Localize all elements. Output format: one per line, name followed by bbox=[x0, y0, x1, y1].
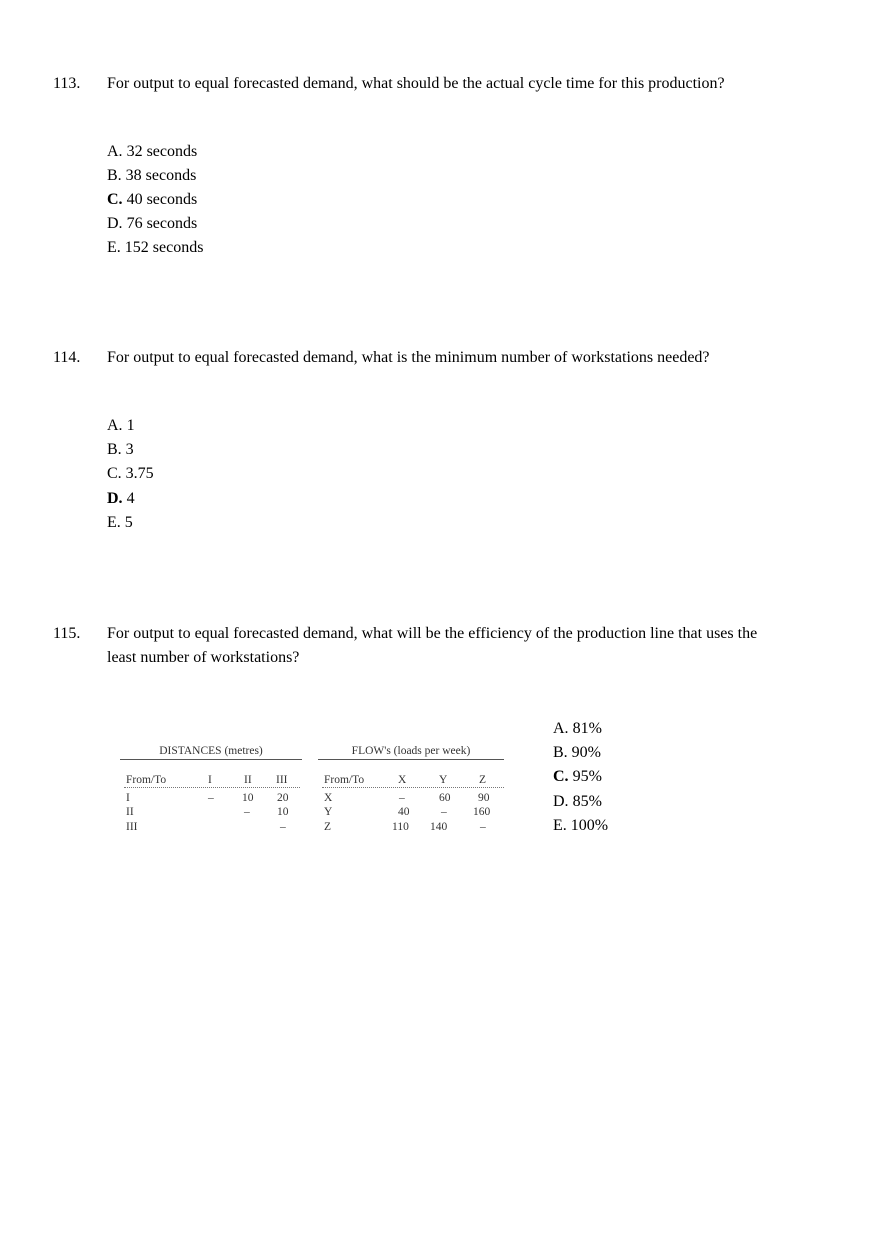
header-cell: I bbox=[208, 774, 212, 786]
cell: 10 bbox=[242, 792, 254, 804]
option: C. 3.75 bbox=[107, 465, 154, 482]
option-correct: D. 4 bbox=[107, 490, 135, 507]
option: D. 76 seconds bbox=[107, 215, 198, 232]
flows-title: FLOW's (loads per week) bbox=[351, 745, 471, 757]
question-number: 114. bbox=[53, 349, 81, 366]
cell: – bbox=[244, 806, 250, 818]
divider bbox=[318, 759, 504, 760]
option-correct: C. 40 seconds bbox=[107, 191, 198, 208]
header-cell: X bbox=[398, 774, 407, 786]
cell: 140 bbox=[430, 821, 448, 833]
cell: – bbox=[280, 821, 286, 833]
header-cell: III bbox=[276, 774, 288, 786]
option: A. 1 bbox=[107, 417, 135, 434]
header-cell: From/To bbox=[126, 774, 167, 786]
distances-table bbox=[120, 745, 302, 845]
cell: 40 bbox=[398, 806, 410, 818]
cell: 60 bbox=[439, 792, 451, 804]
question-number: 113. bbox=[53, 75, 81, 92]
option-correct: C. 95% bbox=[553, 768, 602, 785]
option: E. 152 seconds bbox=[107, 239, 204, 256]
cell: – bbox=[480, 821, 486, 833]
header-cell: From/To bbox=[324, 774, 365, 786]
question-number: 115. bbox=[53, 625, 81, 642]
header-cell: II bbox=[244, 774, 252, 786]
cell: 20 bbox=[277, 792, 289, 804]
row-label: Z bbox=[324, 821, 332, 833]
question-text: For output to equal forecasted demand, what should be the actual cycle time for this production? bbox=[107, 75, 725, 92]
header-cell: Z bbox=[479, 774, 487, 786]
header-cell: Y bbox=[439, 774, 448, 786]
cell: 90 bbox=[478, 792, 490, 804]
flows-table bbox=[318, 745, 504, 845]
cell: – bbox=[399, 792, 405, 804]
option: D. 85% bbox=[553, 793, 602, 810]
option: A. 81% bbox=[553, 720, 602, 737]
cell: – bbox=[441, 806, 447, 818]
option: B. 90% bbox=[553, 744, 601, 761]
distances-title: DISTANCES (metres) bbox=[159, 745, 263, 757]
divider bbox=[124, 787, 300, 788]
cell: – bbox=[208, 792, 214, 804]
cell: 160 bbox=[473, 806, 491, 818]
question-text-line2: least number of workstations? bbox=[107, 649, 300, 666]
option: E. 100% bbox=[553, 817, 609, 834]
row-label: Y bbox=[324, 806, 333, 818]
row-label: III bbox=[126, 821, 138, 833]
option: E. 5 bbox=[107, 514, 133, 531]
option: B. 3 bbox=[107, 441, 134, 458]
question-text-line1: For output to equal forecasted demand, what will be the efficiency of the production line that uses the bbox=[107, 625, 758, 642]
row-label: II bbox=[126, 806, 134, 818]
divider bbox=[120, 759, 302, 760]
row-label: I bbox=[126, 792, 130, 804]
option: B. 38 seconds bbox=[107, 167, 197, 184]
cell: 10 bbox=[277, 806, 289, 818]
divider bbox=[322, 787, 504, 788]
row-label: X bbox=[324, 792, 333, 804]
cell: 110 bbox=[392, 821, 409, 833]
question-text: For output to equal forecasted demand, what is the minimum number of workstations needed? bbox=[107, 349, 710, 366]
option: A. 32 seconds bbox=[107, 143, 198, 160]
